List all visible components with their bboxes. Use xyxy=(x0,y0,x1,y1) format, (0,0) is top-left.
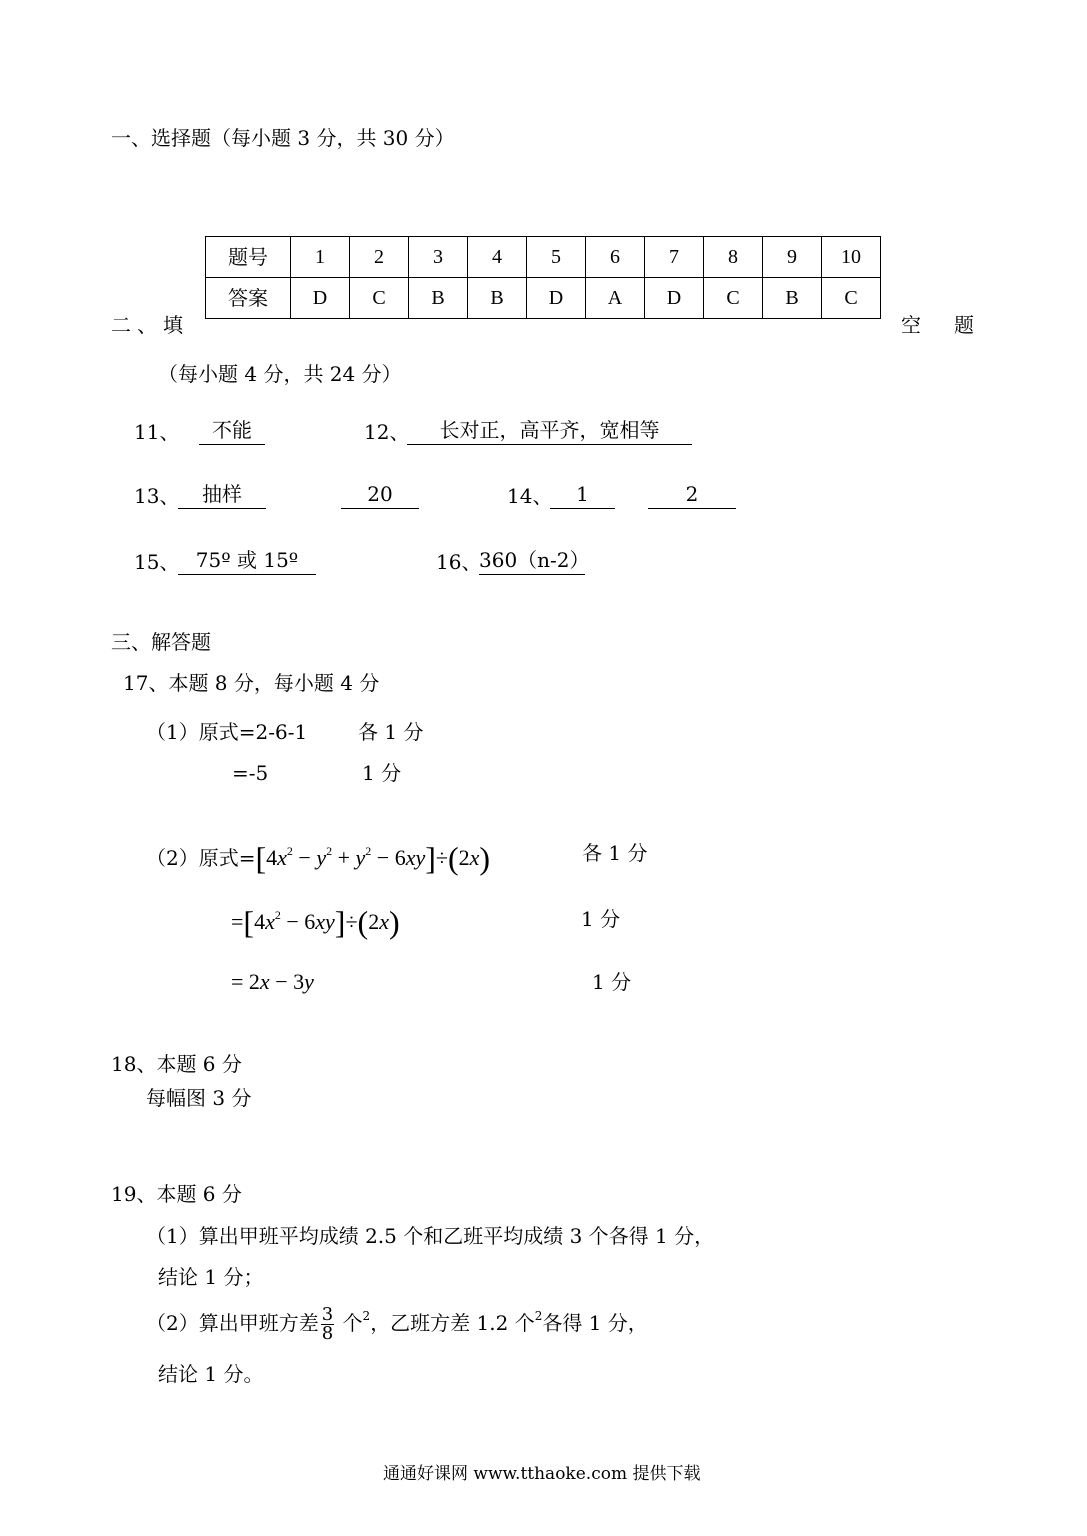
table-header-cell: 答案 xyxy=(206,278,291,319)
fraction-numerator: 3 xyxy=(321,1304,334,1325)
q17-header: 17、本题 8 分，每小题 4 分 xyxy=(123,671,380,695)
question-number-cell: 10 xyxy=(822,237,881,278)
q13-answer-2: 20 xyxy=(341,484,419,509)
question-number-cell: 2 xyxy=(350,237,409,278)
q17-part1-line1: （1）原式=2-6-1 xyxy=(146,720,308,744)
q15-answer: 75º 或 15º xyxy=(178,550,316,575)
question-number-cell: 6 xyxy=(586,237,645,278)
question-number-cell: 7 xyxy=(645,237,704,278)
q17-part1-score1: 各 1 分 xyxy=(358,720,424,744)
q14-label: 14、 xyxy=(507,484,553,508)
q13-label: 13、 xyxy=(134,484,180,508)
q18-line1: 每幅图 3 分 xyxy=(146,1086,252,1110)
superscript: 2 xyxy=(362,1309,371,1323)
section1-title: 一、选择题（每小题 3 分，共 30 分） xyxy=(111,126,455,150)
q19-part2-tail: 各得 1 分， xyxy=(542,1311,648,1335)
q19-part2-unit: 个 xyxy=(342,1311,363,1335)
q15-label: 15、 xyxy=(134,550,180,574)
answer-cell: D xyxy=(291,278,350,319)
answer-table xyxy=(205,236,881,319)
question-number-cell: 5 xyxy=(527,237,586,278)
q14-answer-1: 1 xyxy=(550,484,615,509)
math-expression: $=[4x^2 - 6xy]\div(2x)$ xyxy=(231,904,400,940)
question-number-cell: 8 xyxy=(704,237,763,278)
q17-part2-score3: 1 分 xyxy=(592,970,632,994)
answer-cell: B xyxy=(468,278,527,319)
q11-label: 11、 xyxy=(134,420,180,444)
q18-header: 18、本题 6 分 xyxy=(111,1052,242,1076)
section3-title: 三、解答题 xyxy=(111,630,211,654)
table-row xyxy=(206,278,881,319)
table-header-cell: 题号 xyxy=(206,237,291,278)
section2-title-part: 空 xyxy=(901,313,921,337)
q19-part2-conclusion: 结论 1 分。 xyxy=(158,1362,264,1386)
fraction-denominator: 8 xyxy=(321,1323,334,1344)
q12-answer: 长对正，高平齐，宽相等 xyxy=(407,420,692,445)
answer-cell: C xyxy=(350,278,409,319)
answer-cell: C xyxy=(704,278,763,319)
answer-cell: B xyxy=(409,278,468,319)
q16-answer: 360（n-2） xyxy=(479,550,585,575)
q19-part1-conclusion: 结论 1 分； xyxy=(158,1265,264,1289)
answer-cell: D xyxy=(645,278,704,319)
q19-header: 19、本题 6 分 xyxy=(111,1182,242,1206)
section2-title-part: 题 xyxy=(954,313,974,337)
section2-subtitle: （每小题 4 分，共 24 分） xyxy=(158,362,402,386)
q17-part2-score1: 各 1 分 xyxy=(582,841,648,865)
q19-part2-mid: ，乙班方差 1.2 个 xyxy=(370,1311,535,1335)
q17-part1-line2: =-5 xyxy=(232,761,269,785)
superscript: 2 xyxy=(534,1309,543,1323)
q17-part2-score2: 1 分 xyxy=(581,907,621,931)
q17-part2-line1 xyxy=(146,842,490,874)
q16-label: 16、 xyxy=(436,550,482,574)
answer-cell: B xyxy=(763,278,822,319)
answer-cell: D xyxy=(527,278,586,319)
question-number-cell: 4 xyxy=(468,237,527,278)
math-expression: = 2x − 3y xyxy=(231,969,314,994)
q11-answer: 不能 xyxy=(199,420,265,445)
q13-answer-1: 抽样 xyxy=(178,484,266,509)
q17-part2-prefix: （2）原式= xyxy=(146,846,256,870)
answer-cell: C xyxy=(822,278,881,319)
fraction xyxy=(321,1306,334,1343)
question-number-cell: 9 xyxy=(763,237,822,278)
q14-answer-2: 2 xyxy=(648,484,736,509)
q17-part1-score2: 1 分 xyxy=(362,761,402,785)
section2-title: 二、填 xyxy=(111,313,189,337)
q19-part2-prefix: （2）算出甲班方差 xyxy=(146,1311,319,1335)
question-number-cell: 1 xyxy=(291,237,350,278)
answer-cell: A xyxy=(586,278,645,319)
footer-text: 通通好课网 www.tthaoke.com 提供下载 xyxy=(383,1464,701,1484)
q19-part2 xyxy=(146,1306,648,1343)
math-expression: $[4x^2 - y^2 + y^2 - 6xy]\div(2x)$ xyxy=(255,840,491,876)
question-number-cell: 3 xyxy=(409,237,468,278)
q12-label: 12、 xyxy=(364,420,410,444)
q19-part1: （1）算出甲班平均成绩 2.5 个和乙班平均成绩 3 个各得 1 分， xyxy=(146,1224,715,1248)
table-row xyxy=(206,237,881,278)
